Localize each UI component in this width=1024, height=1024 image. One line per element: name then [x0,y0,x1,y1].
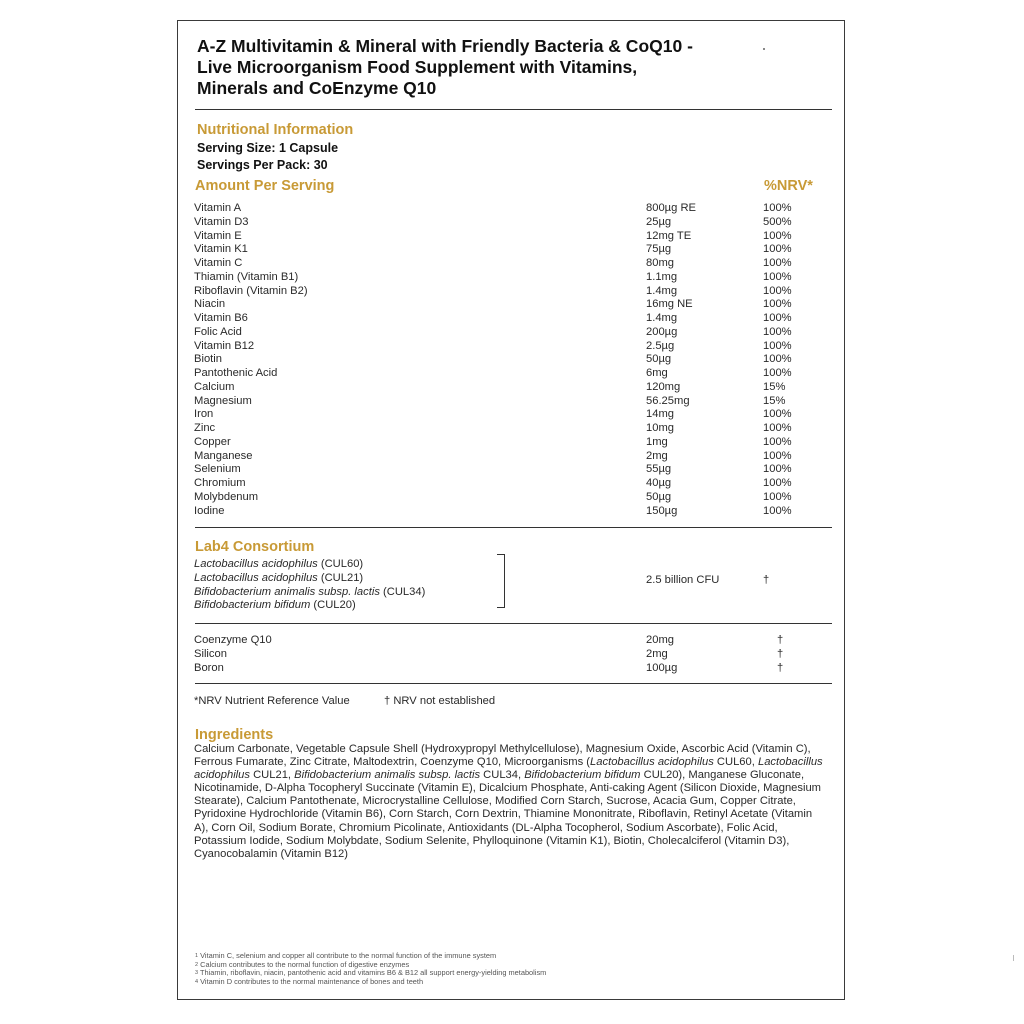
nutrient-amount: 1.1mg [646,270,678,283]
ingredients-text: Calcium Carbonate, Vegetable Capsule Shell (Hydroxypropyl Methylcellulose), Magnesium Oxide, Ascorbic Acid (Vitamin C), Ferrous Fumarate, Zinc Citrate, Maltodextrin, Coenzyme Q10, Microorganisms (Lactobacillus acidophilus CUL60, Lactobacillus acidophilus CUL21, Bifidobacterium animalis subsp. lactis CUL34, Bifidobacterium bifidum CUL20), Manganese Gluconate, Nicotinamide, D-Alpha Tocopheryl Succinate (Vitamin E), Dicalcium Phosphate, Anti-caking Agent (Silicon Dioxide, Magnesium Stearate), Calcium Pantothenate, Microcrystalline Cellulose, Modified Corn Starch, Sucrose, Acacia Gum, Copper Citrate, Pyridoxine Hydrochloride (Vitamin B6), Corn Starch, Corn Dextrin, Thiamine Mononitrate, Riboflavin, Retinyl Acetate (Vitamin A), Corn Oil, Sodium Borate, Chromium Picolinate, Antioxidants (DL-Alpha Tocopherol, Sodium Ascorbate), Folic Acid, Potassium Iodide, Sodium Molybdate, Sodium Selenite, Phylloquinone (Vitamin K1), Biotin, Cholecalciferol (Vitamin D3), Cyanocobalamin (Vitamin B12) [194,743,823,860]
nutrient-nrv: 100% [763,202,792,214]
nutrient-name: Chromium [194,477,246,489]
nutrient-row [194,408,834,422]
nutrient-table [194,202,834,518]
nutrient-amount: 40µg [646,477,672,489]
nutrient-nrv: 100% [763,284,792,297]
label-panel [177,20,845,1000]
nutrition-heading: Nutritional Information [197,122,354,138]
nutrient-row [194,326,834,340]
nutrient-name: Niacin [194,298,226,311]
nutrient-row [194,450,834,464]
nutrient-name: Silicon [194,647,227,660]
nutrient-row [194,662,834,676]
nutrient-name: Biotin [194,353,222,366]
nutrient-amount: 150µg [646,504,678,517]
extras-table [194,634,834,675]
nutrient-nrv: 100% [763,312,792,324]
nutrient-name: Vitamin C [194,257,243,269]
title-line-2: Live Microorganism Food Supplement with Vitamins, [197,57,638,77]
nutrient-name: Pantothenic Acid [194,367,278,379]
nutrient-nrv: 100% [763,367,792,379]
divider-lab4 [195,623,832,624]
nutrient-row [194,216,834,230]
nutrient-row [194,648,834,662]
nutrient-name: Molybdenum [194,490,259,503]
nutrient-amount: 2mg [646,647,668,660]
nutrient-amount: 75µg [646,243,672,256]
nutrient-name: Selenium [194,463,241,476]
nutrient-amount: 56.25mg [646,394,690,407]
nutrient-row [194,285,834,299]
nutrient-nrv: 100% [763,339,792,352]
amount-per-serving-heading: Amount Per Serving [195,178,335,194]
nutrient-row [194,230,834,244]
nutrient-amount: 25µg [646,215,672,228]
nutrient-name: Coenzyme Q10 [194,634,272,646]
nutrient-row [194,395,834,409]
nutrient-amount: 20mg [646,634,674,646]
nutrient-amount: 1.4mg [646,284,678,297]
nutrient-nrv: 15% [763,380,786,393]
nutrient-nrv: 500% [763,215,792,228]
nutrient-amount: 120mg [646,380,681,393]
nutrient-amount: 14mg [646,408,674,421]
title-line-3: Minerals and CoEnzyme Q10 [197,78,437,98]
nutrient-nrv: 100% [763,270,792,283]
nrv-definition: *NRV Nutrient Reference Value [194,695,350,707]
nutrient-row [194,298,834,312]
nutrient-name: Folic Acid [194,325,242,338]
nutrient-row [194,271,834,285]
nutrient-name: Calcium [194,380,235,393]
nutrient-nrv: † [777,634,784,646]
nutrient-row [194,477,834,491]
nutrient-amount: 50µg [646,490,672,503]
nutrient-name: Vitamin B12 [194,339,255,352]
nutrient-row [194,202,834,216]
nutrient-row [194,381,834,395]
health-claims-notes [195,952,546,986]
divider-nutrients [195,527,832,528]
note-line: $^4$ Vitamin D contributes to the normal maintenance of bones and teeth [195,976,424,986]
nutrient-nrv: 100% [763,435,792,448]
note-line: $^3$ Thiamin, riboflavin, niacin, pantothenic acid and vitamins B6 & B12 all support energy-yielding metabolism [195,968,547,978]
nutrient-name: Thiamin (Vitamin B1) [194,270,299,283]
strain-row: Lactobacillus acidophilus (CUL60) [194,558,364,570]
nutrient-amount: 200µg [646,325,678,338]
nutrient-amount: 800µg RE [646,202,696,214]
serving-size: Serving Size: 1 Capsule [197,141,339,155]
lab4-nrv: † [763,574,770,586]
nutrient-amount: 16mg NE [646,298,693,311]
lab4-strain-list [194,558,425,613]
nutrient-amount: 100µg [646,661,678,674]
ingredients-heading: Ingredients [195,727,274,743]
nutrient-amount: 10mg [646,422,674,434]
strain-row: Bifidobacterium bifidum (CUL20) [194,599,356,612]
nutrient-amount: 2.5µg [646,339,675,352]
nrv-heading: %NRV* [764,178,813,194]
nutrient-row [194,243,834,257]
nutrient-amount: 1.4mg [646,312,678,324]
nutrient-name: Vitamin D3 [194,215,249,228]
nutrient-nrv: 100% [763,325,792,338]
nutrient-name: Vitamin K1 [194,243,248,256]
strain-row: Lactobacillus acidophilus (CUL21) [194,571,364,584]
nutrient-name: Zinc [194,422,216,434]
nutrient-row [194,463,834,477]
servings-per-pack: Servings Per Pack: 30 [197,158,328,172]
nutrient-nrv: 100% [763,229,792,242]
nutrient-amount: 6mg [646,367,668,379]
dagger-definition: † NRV not established [384,695,496,707]
nutrient-name: Iodine [194,504,225,517]
nutrient-row [194,340,834,354]
title-line-1: A-Z Multivitamin & Mineral with Friendly Bacteria & CoQ10 - [197,36,693,56]
divider-title [195,109,832,110]
nutrient-amount: 2mg [646,449,668,462]
nutrient-nrv: 100% [763,490,792,503]
lab4-amount: 2.5 billion CFU [646,574,720,586]
nutrient-nrv: † [777,661,784,674]
lab4-heading: Lab4 Consortium [195,539,315,555]
nutrient-amount: 50µg [646,353,672,366]
product-title [197,36,817,99]
nutrient-row [194,353,834,367]
nutrient-name: Copper [194,435,231,448]
strain-row: Bifidobacterium animalis subsp. lactis (CUL34) [194,585,426,598]
nutrient-nrv: 15% [763,394,786,407]
note-line: $^1$ Vitamin C, selenium and copper all contribute to the normal function of the immune system [195,951,497,960]
nutrient-nrv: 100% [763,257,792,269]
nutrient-nrv: † [777,647,784,660]
scan-mark [1013,955,1014,961]
nutrient-name: Riboflavin (Vitamin B2) [194,284,308,297]
nutrient-row [194,312,834,326]
nutrient-row [194,367,834,381]
nutrient-name: Manganese [194,449,253,462]
nutrient-row [194,422,834,436]
nutrient-amount: 55µg [646,463,672,476]
nutrient-name: Vitamin B6 [194,312,248,324]
nutrient-row [194,505,834,519]
nutrient-name: Iron [194,408,214,421]
nutrient-name: Vitamin E [194,229,242,242]
strain-bracket [497,554,505,608]
nutrient-nrv: 100% [763,449,792,462]
nrv-footnote [194,695,496,707]
nutrient-row [194,436,834,450]
nutrient-nrv: 100% [763,353,792,366]
nutrient-amount: 1mg [646,435,668,448]
nutrient-name: Magnesium [194,394,252,407]
nutrient-nrv: 100% [763,422,792,434]
divider-extras [195,683,832,684]
nutrient-row [194,491,834,505]
nutrient-name: Boron [194,661,224,674]
nutrient-nrv: 100% [763,408,792,421]
nutrient-nrv: 100% [763,477,792,489]
nutrient-nrv: 100% [763,298,792,311]
note-line: $^2$ Calcium contributes to the normal function of digestive enzymes [195,959,410,969]
nutrient-row [194,257,834,271]
nutrient-name: Vitamin A [194,202,242,214]
nutrient-row [194,634,834,648]
nutrient-amount: 12mg TE [646,229,692,242]
nutrient-nrv: 100% [763,463,792,476]
nutrient-nrv: 100% [763,243,792,256]
nutrient-nrv: 100% [763,504,792,517]
nutrient-amount: 80mg [646,257,674,269]
